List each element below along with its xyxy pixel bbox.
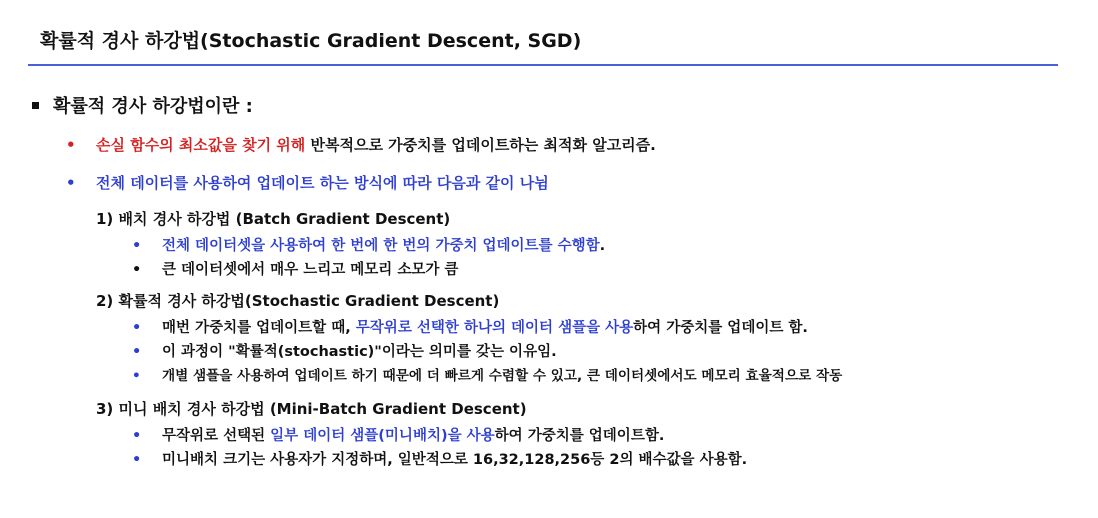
section-1-bullet-1 bbox=[132, 234, 605, 255]
section-2-bullet-2 bbox=[132, 340, 557, 361]
section-1-bullet-1-blue: 전체 데이터셋을 사용하여 한 번에 한 번의 가중치 업데이트를 수행함 bbox=[162, 238, 600, 254]
division-bullet bbox=[66, 172, 549, 193]
main-heading-text: 확률적 경사 하강법이란 : bbox=[53, 96, 253, 117]
bullet-icon: • bbox=[132, 262, 142, 278]
section-2-label: 2) 확률적 경사 하강법(Stochastic Gradient Descent) bbox=[96, 292, 500, 310]
section-2-bullet-3-text: 개별 샘플을 사용하여 업데이트 하기 때문에 더 빠르게 수렴할 수 있고, 큰 데이터셋에서도 메모리 효율적으로 작동 bbox=[162, 368, 843, 384]
title-divider bbox=[28, 64, 1058, 66]
section-2-bullet-3 bbox=[132, 364, 842, 384]
definition-rest: 반복적으로 가중치를 업데이트하는 최적화 알고리즘. bbox=[305, 136, 656, 154]
definition-highlight: 손실 함수의 최소값을 찾기 위해 bbox=[96, 136, 306, 154]
definition-bullet bbox=[66, 134, 656, 155]
section-1-bullet-2 bbox=[132, 258, 458, 279]
bullet-icon: • bbox=[132, 238, 142, 254]
bullet-icon: • bbox=[132, 368, 141, 384]
section-3-bullet-1-post: 하여 가중치를 업데이트함. bbox=[494, 428, 665, 444]
section-1-label: 1) 배치 경사 하강법 (Batch Gradient Descent) bbox=[96, 210, 451, 228]
section-3-bullet-2 bbox=[132, 448, 747, 469]
section-3-bullet-1 bbox=[132, 424, 664, 445]
section-1-bullet-2-text: 큰 데이터셋에서 매우 느리고 메모리 소모가 큼 bbox=[162, 262, 459, 278]
bullet-icon: • bbox=[132, 452, 142, 468]
bullet-icon: • bbox=[132, 428, 142, 444]
division-text: 전체 데이터를 사용하여 업데이트 하는 방식에 따라 다음과 같이 나뉨 bbox=[96, 174, 549, 192]
bullet-icon: • bbox=[66, 136, 76, 154]
bullet-icon: • bbox=[132, 344, 142, 360]
bullet-icon: • bbox=[66, 174, 76, 192]
square-bullet-icon bbox=[32, 102, 39, 109]
bullet-icon: • bbox=[132, 320, 142, 336]
section-2-bullet-1-pre: 매번 가중치를 업데이트할 때, bbox=[162, 320, 356, 336]
section-2-bullet-1-blue: 무작위로 선택한 하나의 데이터 샘플을 사용 bbox=[355, 320, 634, 336]
section-2-bullet-1-post: 하여 가중치를 업데이트 함. bbox=[633, 320, 808, 336]
section-3-label: 3) 미니 배치 경사 하강법 (Mini-Batch Gradient Descent) bbox=[96, 400, 527, 418]
section-2-bullet-2-text: 이 과정이 "확률적(stochastic)"이라는 의미를 갖는 이유임. bbox=[162, 344, 557, 360]
section-3-bullet-2-text: 미니배치 크기는 사용자가 지정하며, 일반적으로 16,32,128,256등 2의 배수값을 사용함. bbox=[162, 452, 748, 468]
section-3-bullet-1-blue: 일부 데이터 샘플(미니배치)을 사용 bbox=[270, 428, 495, 444]
main-heading bbox=[32, 92, 253, 118]
section-3-bullet-1-pre: 무작위로 선택된 bbox=[162, 428, 271, 444]
section-2-bullet-1 bbox=[132, 316, 808, 337]
slide-title: 확률적 경사 하강법(Stochastic Gradient Descent, SGD) bbox=[40, 30, 582, 52]
section-1-bullet-1-rest: . bbox=[599, 238, 606, 254]
